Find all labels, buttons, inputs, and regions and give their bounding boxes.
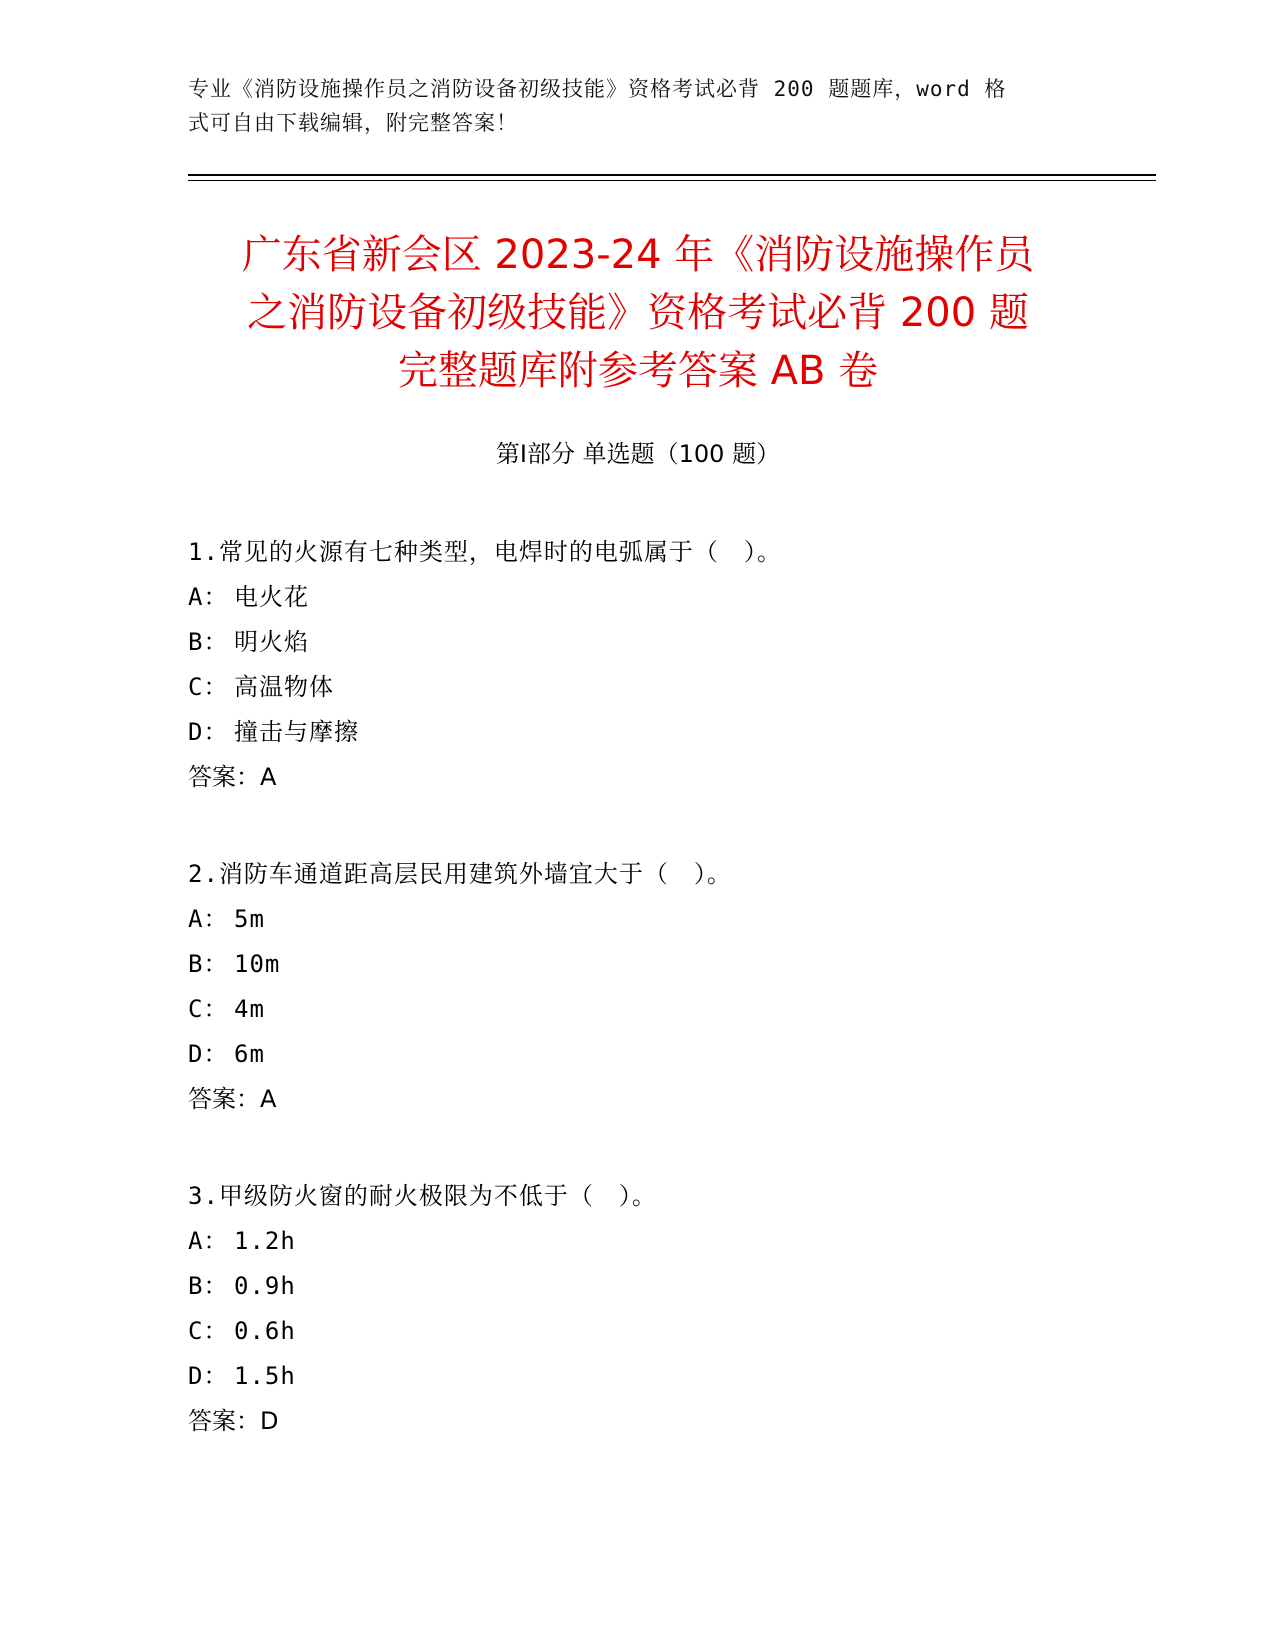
option-label: D：	[188, 1362, 229, 1390]
option-b	[188, 942, 1118, 987]
option-a	[188, 575, 1118, 620]
option-b	[188, 620, 1118, 665]
option-b	[188, 1264, 1118, 1309]
option-text: 0.9h	[234, 1272, 296, 1300]
option-text: 电火花	[234, 583, 309, 611]
option-label: B：	[188, 950, 229, 978]
option-label: C：	[188, 673, 229, 701]
option-text: 6m	[234, 1040, 265, 1068]
option-text: 10m	[234, 950, 281, 978]
option-c	[188, 1309, 1118, 1354]
section-heading: 第Ⅰ部分 单选题（100 题）	[495, 440, 781, 468]
option-label: B：	[188, 1272, 229, 1300]
answer-text: 答案：D	[188, 1407, 279, 1435]
question-item	[188, 1174, 1118, 1444]
answer-text: 答案：A	[188, 1085, 277, 1113]
option-d	[188, 710, 1118, 755]
option-text: 高温物体	[234, 673, 334, 701]
question-text: 2.消防车通道距高层民用建筑外墙宜大于（ ）。	[188, 860, 732, 888]
option-label: A：	[188, 583, 229, 611]
header-note	[188, 72, 1078, 140]
option-a	[188, 1219, 1118, 1264]
header-note-line-1: 专业《消防设施操作员之消防设备初级技能》资格考试必背 200 题题库，word 格	[188, 77, 1007, 101]
document-title-line-1: 广东省新会区 2023-24 年《消防设施操作员	[241, 232, 1035, 278]
answer-text: 答案：A	[188, 763, 277, 791]
option-d	[188, 1354, 1118, 1399]
header-divider-thick	[188, 174, 1156, 176]
question-text: 3.甲级防火窗的耐火极限为不低于（ ）。	[188, 1182, 657, 1210]
question-item	[188, 852, 1118, 1122]
option-text: 明火焰	[234, 628, 309, 656]
option-text: 4m	[234, 995, 265, 1023]
option-label: D：	[188, 1040, 229, 1068]
option-label: A：	[188, 1227, 229, 1255]
option-c	[188, 987, 1118, 1032]
option-label: B：	[188, 628, 229, 656]
question-list	[188, 530, 1118, 1496]
option-text: 撞击与摩擦	[234, 718, 359, 746]
option-a	[188, 897, 1118, 942]
header-note-line-2: 式可自由下载编辑，附完整答案！	[188, 111, 518, 135]
question-item	[188, 530, 1118, 800]
question-text: 1.常见的火源有七种类型，电焊时的电弧属于（ ）。	[188, 538, 782, 566]
option-text: 0.6h	[234, 1317, 296, 1345]
option-text: 1.2h	[234, 1227, 296, 1255]
option-label: D：	[188, 718, 229, 746]
option-text: 1.5h	[234, 1362, 296, 1390]
option-text: 5m	[234, 905, 265, 933]
option-label: C：	[188, 995, 229, 1023]
option-c	[188, 665, 1118, 710]
document-title	[188, 226, 1088, 400]
document-title-line-3: 完整题库附参考答案 AB 卷	[397, 348, 879, 394]
option-label: A：	[188, 905, 229, 933]
document-title-line-2: 之消防设备初级技能》资格考试必背 200 题	[247, 290, 1029, 336]
option-d	[188, 1032, 1118, 1077]
option-label: C：	[188, 1317, 229, 1345]
header-divider-thin	[188, 180, 1156, 181]
